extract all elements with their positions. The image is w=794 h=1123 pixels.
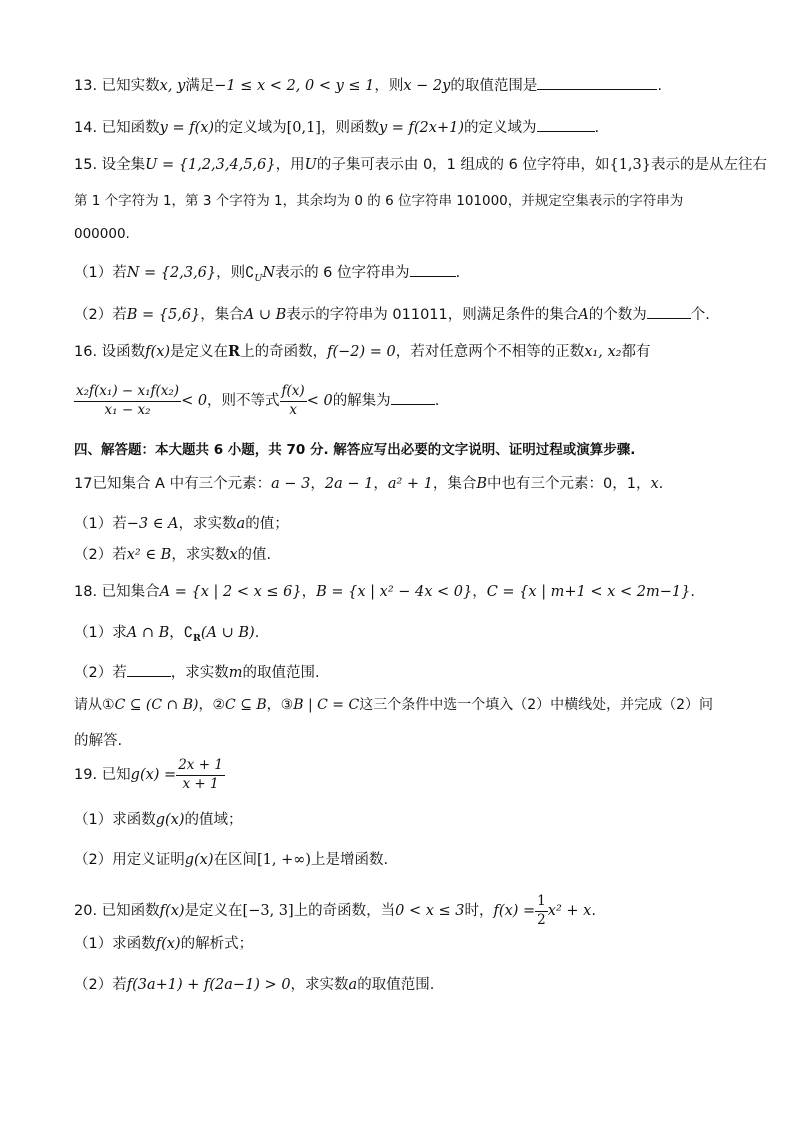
fraction — [535, 894, 548, 928]
answer-blank[interactable] — [410, 262, 456, 277]
text: 已知集合 A 中有三个元素： — [92, 476, 272, 492]
math: f(3a+1) + f(2a−1) > 0 — [126, 977, 291, 993]
question-13 — [74, 75, 662, 94]
text: ， — [169, 625, 184, 641]
denominator: x₁ − x₂ — [104, 401, 151, 418]
text: 时， — [464, 903, 494, 920]
math: 2a − 1 — [324, 476, 374, 492]
math: x² + x — [547, 903, 592, 920]
math: f(x) — [159, 903, 185, 920]
text: （1）若 — [74, 265, 127, 281]
math: U — [304, 157, 317, 173]
text: ，集合 — [432, 476, 477, 492]
answer-blank[interactable] — [647, 304, 691, 319]
math: −3 ∈ A — [126, 516, 179, 532]
question-18-part2 — [74, 662, 320, 681]
math: g(x) — [155, 812, 185, 828]
math: B | C = C — [293, 697, 360, 713]
text: 的个数为 — [588, 307, 647, 323]
answer-blank[interactable] — [537, 75, 657, 90]
question-15-line2: 第 1 个字符为 1，第 3 个字符为 1，其余均为 0 的 6 位字符串 101000，并规定空集表示的字符串为 — [74, 193, 684, 209]
text: ，求实数 — [178, 516, 237, 532]
math: N — [262, 265, 276, 281]
question-19-part2 — [74, 853, 388, 868]
math: f(x) — [155, 936, 181, 952]
text: 的定义域为 — [464, 120, 537, 136]
math: N = {2,3,6} — [126, 265, 217, 281]
question-15-part1 — [74, 262, 460, 283]
math: [−3, 3] — [242, 903, 294, 920]
answer-blank[interactable] — [537, 117, 595, 132]
question-17-part1 — [74, 517, 289, 532]
text: ，则 — [374, 78, 404, 94]
text: . — [594, 120, 600, 136]
complement-symbol: ∁ — [245, 265, 255, 281]
question-number: 14. — [74, 120, 98, 136]
math: U = {1,2,3,4,5,6} — [145, 157, 276, 173]
question-19 — [74, 758, 225, 792]
question-17 — [74, 477, 663, 492]
question-18-instruction-line2: 的解答. — [74, 733, 123, 749]
math: g(x) = — [130, 767, 177, 784]
numerator: x₂f(x₁) − x₁f(x₂) — [74, 384, 181, 402]
denominator: x — [289, 401, 297, 418]
math: a − 3 — [271, 476, 311, 492]
text: 已知函数 — [101, 120, 160, 136]
question-16 — [74, 345, 650, 360]
denominator: x + 1 — [182, 775, 219, 792]
text: ，求实数 — [171, 547, 230, 563]
text: ，用 — [275, 157, 305, 173]
math: A ∪ B — [243, 307, 287, 323]
question-number: 16. — [74, 344, 98, 360]
question-20-part2 — [74, 978, 434, 993]
math: [1, +∞) — [257, 852, 312, 868]
text: （1）若 — [74, 516, 127, 532]
text: ，求实数 — [290, 977, 349, 993]
text: 这三个条件中选一个填入（2）中横线处，并完成（2）问 — [359, 697, 714, 713]
question-20-part1 — [74, 937, 253, 952]
math: C ⊆ (C ∩ B) — [114, 697, 199, 713]
math: y = f(2x+1) — [378, 120, 464, 136]
question-18-part1 — [74, 626, 259, 643]
text: ， — [472, 584, 487, 600]
math: f(−2) = 0 — [327, 344, 396, 360]
math: x — [650, 476, 659, 492]
text: ， — [301, 584, 317, 600]
math: C ⊆ B — [225, 697, 267, 713]
text: 表示的是从左往右 — [650, 157, 767, 173]
question-19-part1 — [74, 813, 243, 828]
text: 的子集可表示由 0，1 组成的 6 位字符串，如 — [316, 157, 610, 173]
numerator: 1 — [535, 894, 548, 912]
question-number: 18. — [74, 584, 98, 600]
math: U — [254, 272, 263, 284]
text: 的定义域为 — [214, 120, 287, 136]
text: ，则 — [216, 265, 246, 281]
text: （2）若 — [74, 977, 127, 993]
question-14 — [74, 117, 599, 136]
text: ，若对任意两个不相等的正数 — [395, 344, 585, 360]
text: 是定义在 — [170, 344, 229, 360]
question-18-instruction — [74, 698, 713, 712]
text: 已知集合 — [101, 584, 160, 600]
math: B = {5,6} — [126, 307, 201, 323]
math: B — [476, 476, 488, 492]
math: A — [578, 307, 589, 323]
math: R — [192, 632, 201, 644]
text: ，③ — [266, 697, 294, 713]
question-17-part2 — [74, 548, 271, 563]
text: 表示的 6 位字符串为 — [275, 265, 410, 281]
text: 的值； — [245, 516, 289, 532]
question-number: 13. — [74, 78, 98, 94]
complement-symbol: ∁ — [183, 625, 193, 641]
text: 的取值范围. — [242, 665, 320, 681]
math: −1 ≤ x < 2, 0 < y ≤ 1 — [214, 78, 375, 94]
math: m — [228, 665, 243, 681]
text: . — [658, 476, 664, 492]
math: a — [236, 516, 246, 532]
question-15 — [74, 158, 767, 173]
text: 的取值范围是 — [450, 78, 538, 94]
text: （1）求函数 — [74, 812, 156, 828]
text: 的值域； — [184, 812, 243, 828]
math: g(x) — [184, 852, 214, 868]
text: ，则不等式 — [207, 393, 280, 410]
numerator: f(x) — [280, 384, 307, 402]
question-number: 20. — [74, 903, 98, 920]
text: ，② — [198, 697, 226, 713]
text: 的取值范围. — [357, 977, 435, 993]
text: ，求实数 — [170, 665, 229, 681]
text: ，则函数 — [320, 120, 379, 136]
fraction — [176, 758, 225, 792]
question-number: 19. — [74, 767, 98, 784]
text: （2）若 — [74, 665, 127, 681]
text: 满足 — [185, 78, 215, 94]
text: ，集合 — [200, 307, 244, 323]
math: a² + 1 — [387, 476, 433, 492]
text: . — [455, 265, 461, 281]
section-heading: 四、解答题：本大题共 6 小题，共 70 分. 解答应写出必要的文字说明、证明过程或演算步骤. — [74, 442, 636, 458]
answer-blank[interactable] — [391, 390, 435, 405]
math: x² ∈ B — [126, 547, 172, 563]
text: 已知 — [101, 767, 131, 784]
text: . — [434, 393, 440, 410]
question-15-part2 — [74, 304, 710, 323]
numerator: 2x + 1 — [176, 758, 225, 776]
math: R — [228, 343, 241, 360]
math: A ∩ B — [126, 625, 170, 641]
math: a — [348, 977, 358, 993]
question-number: 15. — [74, 157, 98, 173]
answer-blank[interactable] — [127, 662, 171, 677]
text: （2）若 — [74, 307, 127, 323]
text: （1）求 — [74, 625, 127, 641]
text: . — [254, 625, 260, 641]
text: 上的奇函数， — [240, 344, 328, 360]
question-number: 17 — [74, 476, 93, 492]
text: 表示的字符串为 011011，则满足条件的集合 — [286, 307, 579, 323]
text: 设函数 — [101, 344, 146, 360]
math: < 0 — [306, 393, 333, 410]
math: 0 < x ≤ 3 — [395, 903, 465, 920]
text: 上的奇函数，当 — [293, 903, 396, 920]
question-15-line3: 000000. — [74, 226, 130, 242]
math: [0,1] — [286, 120, 321, 136]
text: . — [591, 903, 596, 920]
text: 的解集为 — [332, 393, 391, 410]
text: （2）若 — [74, 547, 127, 563]
denominator: 2 — [537, 911, 546, 928]
math: x − 2y — [403, 78, 451, 94]
text: 请从① — [74, 697, 115, 713]
text: 在区间 — [213, 852, 258, 868]
text: 中也有三个元素：0，1， — [487, 476, 651, 492]
text: 上是增函数. — [311, 852, 389, 868]
question-18 — [74, 585, 695, 600]
text: 的解析式； — [180, 936, 254, 952]
text: （1）求函数 — [74, 936, 156, 952]
text: 的值. — [237, 547, 272, 563]
fraction — [74, 384, 181, 418]
math: B = {x | x² − 4x < 0} — [316, 584, 473, 600]
math: y = f(x) — [159, 120, 215, 136]
math: x — [229, 547, 238, 563]
text: （2）用定义证明 — [74, 852, 185, 868]
math: f(x) = — [493, 903, 536, 920]
text: . — [657, 78, 662, 94]
math: (A ∪ B) — [200, 625, 255, 641]
text: 个. — [690, 307, 710, 323]
text: . — [690, 584, 695, 600]
math: C = {x | m+1 < x < 2m−1} — [486, 584, 691, 600]
math: {1,3} — [609, 157, 651, 173]
text: 设全集 — [101, 157, 146, 173]
text: ， — [373, 476, 388, 492]
math: A = {x | 2 < x ≤ 6} — [159, 584, 302, 600]
text: 都有 — [621, 344, 651, 360]
question-20 — [74, 894, 596, 928]
math: < 0 — [181, 393, 208, 410]
text: 已知实数 — [101, 78, 160, 94]
math: x, y — [159, 78, 186, 94]
math: f(x) — [145, 344, 171, 360]
text: ， — [310, 476, 325, 492]
question-16-line2 — [74, 384, 439, 418]
text: 是定义在 — [184, 903, 243, 920]
math: x₁, x₂ — [584, 344, 622, 360]
fraction — [280, 384, 307, 418]
text: 已知函数 — [101, 903, 160, 920]
